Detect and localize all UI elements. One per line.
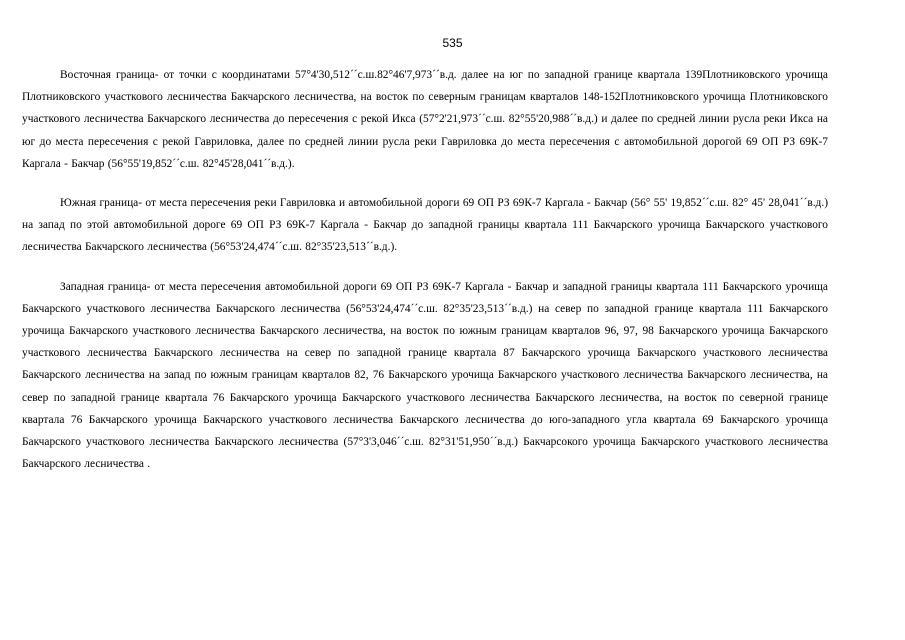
paragraph-south-boundary: Южная граница- от места пересечения реки Гавриловка и автомобильной дороги 69 ОП РЗ 69К-7 Каргала - Бакчар (56° 55' 19,852´´с.ш. 82° 45' 28,041´´в.д.) на запад по этой автомобильной дороге 69 ОП РЗ 69К-7 Каргала - Бакчар до западной границы квартала 111 Бакчарского урочища Бакчарского участкового лесничества Бакчарского лесничества (56°53'24,474´´с.ш. 82°35'23,513´´в.д.). — [22, 197, 828, 254]
paragraph-west-boundary: Западная граница- от места пересечения автомобильной дороги 69 ОП РЗ 69К-7 Каргала - Бакчар и западной границы квартала 111 Бакчарского урочища Бакчарского участкового лесничества Бакчарского лесничества (56°53'24,474´´с.ш. 82°35'23,513´´в.д.) на север по западной границе квартала 111 Бакчарского урочища Бакчарского участкового лесничества Бакчарского лесничества, на восток по южным границам кварталов 96, 97, 98 Бакчарского урочища Бакчарского участкового лесничества Бакчарского лесничества на север по западной границе квартала 87 Бакчарского урочища Бакчарского участкового лесничества Бакчарского лесничества на запад по южным границам кварталов 82, 76 Бакчарского урочища Бакчарского участкового лесничества Бакчарского лесничества, на север по западной границе квартала 76 Бакчарского урочища Бакчарского участкового лесничества Бакчарского лесничества, на восток по северной границе квартала 76 Бакчарского урочища Бакчарского участкового лесничества Бакчарского лесничества до юго-западного угла квартала 69 Бакчарского урочища Бакчарского участкового лесничества Бакчарского лесничества (57°3'3,046´´с.ш. 82°31'51,950´´в.д.) Бакчарсокого урочища Бакчарского участкового лесничества Бакчарского лесничества . — [22, 280, 828, 471]
page-number: 535 — [442, 36, 463, 50]
document-body — [22, 64, 828, 475]
paragraph-east-boundary: Восточная граница- от точки с координатами 57°4'30,512´´с.ш.82°46'7,973´´в.д. далее на юг по западной границе квартала 139Плотниковского урочища Плотниковского участкового лесничества Бакчарского лесничества, на восток по северным границам кварталов 148-152Плотниковского урочища Плотниковского участкового лесничества Бакчарского лесничества до пересечения с рекой Икса (57°2'21,973´´с.ш. 82°55'20,988´´в.д.) и далее по средней линии русла реки Икса на юг до места пересечения с рекой Гавриловка, далее по средней линии русла реки Гавриловка до места пересечения с автомобильной дорогой 69 ОП РЗ 69К-7 Каргала - Бакчар (56°55'19,852´´с.ш. 82°45'28,041´´в.д.). — [22, 69, 828, 170]
